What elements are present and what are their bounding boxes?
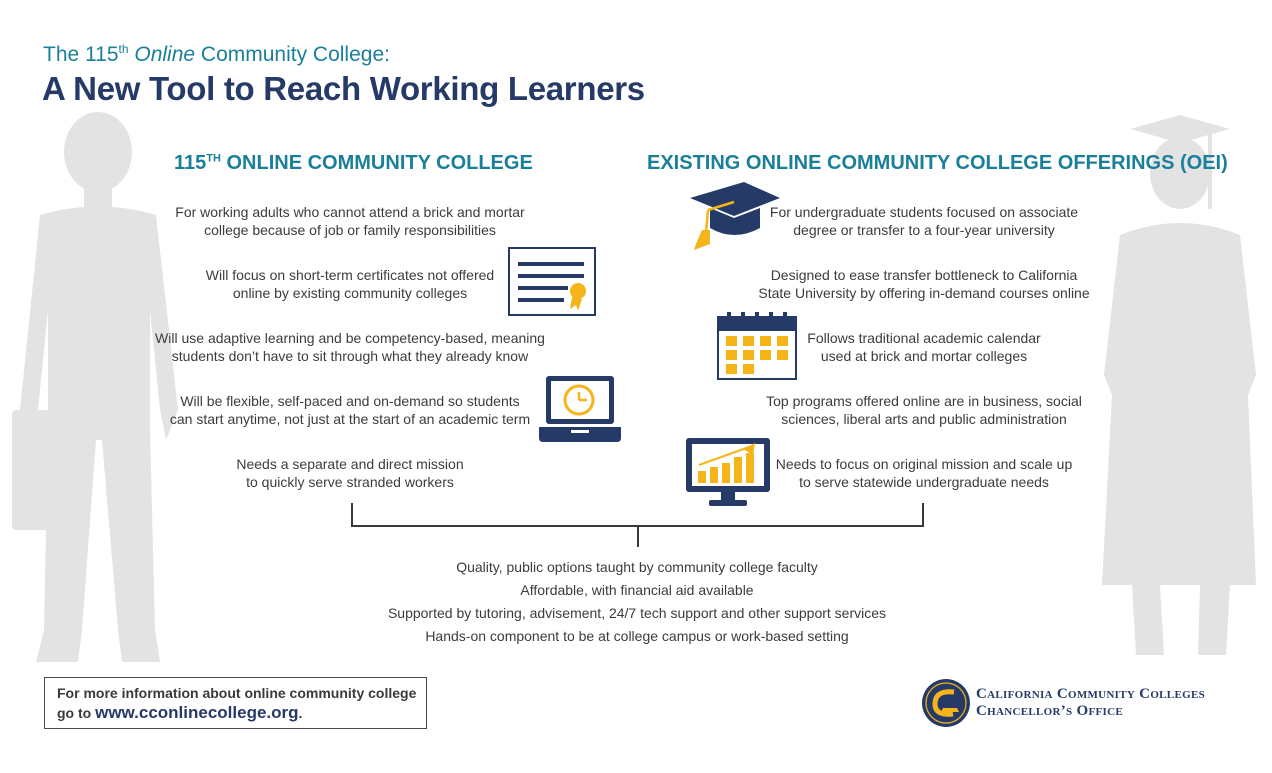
left-item-5: Needs a separate and direct mission to quickly serve stranded workers	[236, 456, 464, 490]
certificate-icon	[508, 247, 596, 316]
right-item-4: Top programs offered online are in business, social sciences, liberal arts and public administration	[766, 393, 1082, 427]
right-column-heading: EXISTING ONLINE COMMUNITY COLLEGE OFFERINGS (OEI)	[647, 152, 1228, 174]
bracket-right	[922, 503, 924, 526]
left-item-3: Will use adaptive learning and be competency-based, meaning students don’t have to sit through what they already know	[155, 330, 545, 364]
right-item-2: Designed to ease transfer bottleneck to California State University by offering in-demand courses online	[758, 267, 1090, 301]
logo-text: California Community Colleges Chancellor’s Office	[976, 686, 1205, 719]
left-item-1: For working adults who cannot attend a brick and mortar college because of job or family responsibilities	[175, 204, 525, 238]
common-item-2: Affordable, with financial aid available	[520, 582, 754, 598]
laptop-clock-icon	[537, 374, 623, 444]
title-line-1: The 115th Online Community College:	[43, 42, 390, 66]
left-item-2: Will focus on short-term certificates not offered online by existing community colleges	[205, 267, 495, 301]
monitor-chart-icon	[685, 437, 771, 509]
left-column-heading: 115TH ONLINE COMMUNITY COLLEGE	[174, 152, 533, 174]
bracket-stem	[637, 525, 639, 547]
graduation-cap-icon	[688, 182, 782, 252]
worker-silhouette	[0, 110, 200, 670]
bracket-left	[351, 503, 353, 526]
left-item-4: Will be flexible, self-paced and on-demand so students can start anytime, not just at the start of an academic term	[169, 393, 531, 427]
graduate-silhouette	[1080, 115, 1272, 675]
info-text: For more information about online community college	[57, 685, 417, 701]
page-title: A New Tool to Reach Working Learners	[42, 70, 645, 107]
info-box	[44, 677, 427, 729]
common-item-1: Quality, public options taught by community college faculty	[456, 559, 818, 575]
seal-logo-icon	[921, 678, 971, 728]
info-url-line: go to www.cconlinecollege.org.	[57, 703, 303, 722]
calendar-icon	[717, 311, 797, 381]
right-item-5: Needs to focus on original mission and scale up to serve statewide undergraduate needs	[775, 456, 1073, 490]
website-link[interactable]: www.cconlinecollege.org	[95, 703, 299, 722]
right-item-1: For undergraduate students focused on associate degree or transfer to a four-year university	[769, 204, 1079, 238]
right-item-3: Follows traditional academic calendar used at brick and mortar colleges	[807, 330, 1041, 364]
common-item-3: Supported by tutoring, advisement, 24/7 tech support and other support services	[387, 605, 887, 621]
common-item-4: Hands-on component to be at college campus or work-based setting	[425, 628, 849, 644]
